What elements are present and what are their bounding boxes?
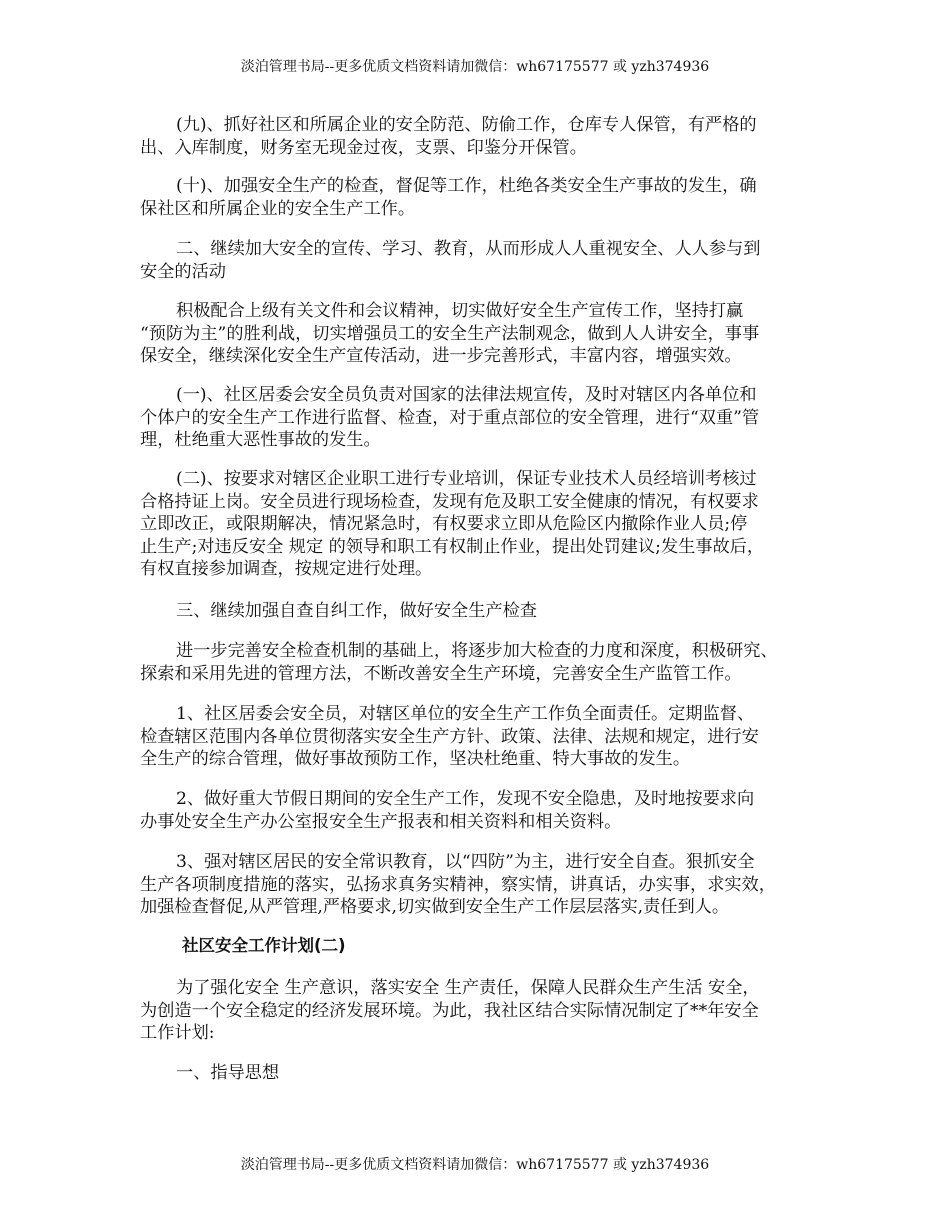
text-line: 工作计划: (140, 1023, 215, 1043)
text-line: 安全的活动 (140, 261, 226, 282)
text-line: 为了强化安全 生产意识，落实安全 生产责任，保障人民群众生产生活 安全， (176, 978, 760, 998)
page-footer-watermark: 淡泊管理书局--更多优质文档资料请加微信：wh67175577 或 yzh374936 (240, 1157, 710, 1173)
text-line: 加强检查督促,从严管理,严格要求,切实做到安全生产工作层层落实,责任到人。 (140, 897, 730, 917)
text-line: 理，杜绝重大恶性事故的发生。 (140, 430, 381, 450)
text-line: 立即改正，或限期解决，情况紧急时，有权要求立即从危险区内撤除作业人员;停 (140, 514, 748, 534)
text-line: 有权直接参加调查，按规定进行处理。 (140, 559, 433, 579)
text-line: (二)、按要求对辖区企业职工进行专业培训，保证专业技术人员经培训考核过 (176, 469, 757, 489)
text-line: 全生产的综合管理，做好事故预防工作，坚决杜绝重、特大事故的发生。 (140, 749, 691, 769)
text-line: 个体户的安全生产工作进行监督、检查，对于重点部位的安全管理，进行“双重”管 (140, 407, 760, 428)
text-line: 三、继续加强自查自纠工作，做好安全生产检查 (176, 601, 537, 621)
paragraph (140, 300, 830, 368)
text-line: 社区安全工作计划(二) (182, 936, 346, 955)
paragraph (140, 468, 830, 581)
paragraph (140, 977, 830, 1045)
paragraph (140, 640, 830, 685)
text-line: 保安全，继续深化安全生产宣传活动，进一步完善形式，丰富内容，增强实效。 (140, 346, 742, 366)
text-line: 一、指导思想 (176, 1063, 280, 1083)
text-line: 进一步完善安全检查机制的基础上，将逐步加大检查的力度和深度，积极研究、 (176, 641, 778, 661)
paragraph (140, 384, 830, 452)
text-line: 出、入库制度，财务室无现金过夜，支票、印鉴分开保管。 (140, 137, 587, 158)
text-line: (一)、社区居委会安全员负责对国家的法律法规宣传，及时对辖区内各单位和 (176, 385, 757, 405)
paragraph (140, 238, 830, 283)
page-header-watermark: 淡泊管理书局--更多优质文档资料请加微信：wh67175577 或 yzh374936 (240, 59, 710, 75)
paragraph (140, 851, 830, 919)
text-line: 二、继续加大安全的宣传、学习、教育，从而形成人人重视安全、人人参与到 (176, 239, 761, 259)
text-line: 2、做好重大节假日期间的安全生产工作，发现不安全隐患，及时地按要求向 (176, 789, 755, 809)
paragraph (140, 703, 830, 771)
text-line: 保社区和所属企业的安全生产工作。 (140, 198, 416, 219)
text-line: 检查辖区范围内各单位贯彻落实安全生产方针、政策、法律、法规和规定，进行安 (140, 726, 759, 747)
text-line: 3、强对辖区居民的安全常识教育，以“四防”为主，进行安全自查。狠抓安全 (176, 852, 755, 872)
section-heading (140, 935, 830, 958)
text-line: 生产各项制度措施的落实，弘扬求真务实精神，察实情，讲真话，办实事，求实效， (140, 874, 776, 895)
text-line: 1、社区居委会安全员，对辖区单位的安全生产工作负全面责任。定期监督、 (176, 704, 755, 724)
text-line: 探索和采用先进的管理方法，不断改善安全生产环境，完善安全生产监管工作。 (140, 663, 742, 684)
text-line: 积极配合上级有关文件和会议精神，切实做好安全生产宣传工作，坚持打赢 (176, 301, 744, 321)
paragraph (140, 1062, 830, 1085)
text-line: “预防为主”的胜利战，切实增强员工的安全生产法制观念，做到人人讲安全，事事 (140, 323, 760, 344)
paragraph (140, 788, 830, 833)
text-line: (九)、抓好社区和所属企业的安全防范、防偷工作，仓库专人保管，有严格的 (176, 115, 757, 135)
text-line: 办事处安全生产办公室报安全生产报表和相关资料和相关资料。 (140, 811, 622, 832)
paragraph (140, 175, 830, 220)
text-line: 合格持证上岗。安全员进行现场检查，发现有危及职工安全健康的情况，有权要求 (140, 491, 759, 512)
text-line: 为创造一个安全稳定的经济发展环境。为此，我社区结合实际情况制定了**年安全 (140, 1000, 759, 1021)
paragraph (140, 114, 830, 159)
paragraph (140, 600, 830, 623)
text-line: 止生产;对违反安全 规定 的领导和职工有权制止作业，提出处罚建议;发生事故后， (140, 536, 765, 557)
text-line: (十)、加强安全生产的检查，督促等工作，杜绝各类安全生产事故的发生，确 (176, 176, 757, 196)
